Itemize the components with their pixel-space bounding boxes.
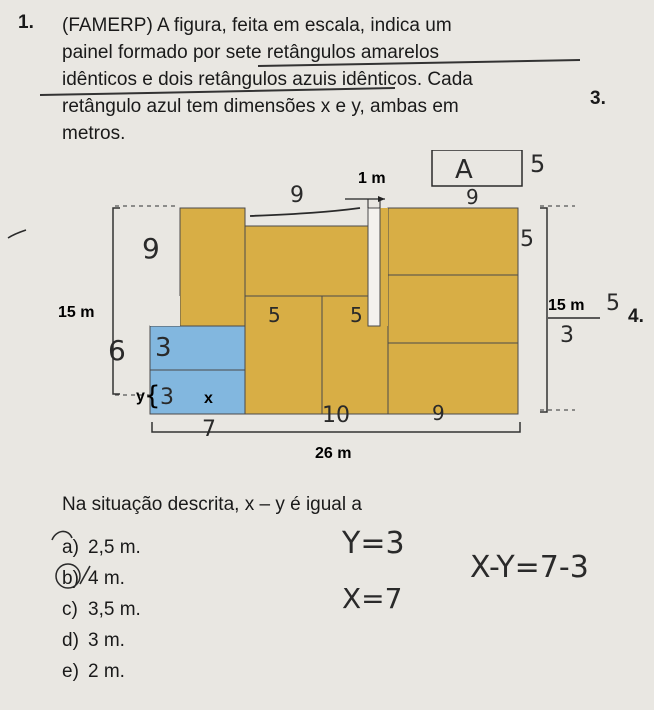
option-text: 2,5 m. — [88, 537, 141, 558]
hw-five-right: 5 — [520, 227, 534, 252]
hw-difference: X-Y=7-3 — [470, 550, 589, 585]
option-letter: d) — [62, 630, 79, 651]
option-e[interactable] — [62, 656, 141, 687]
handwritten-underlines — [0, 0, 654, 150]
brace-y: { — [144, 381, 161, 411]
option-letter: a) — [62, 537, 79, 558]
option-letter: e) — [62, 661, 79, 682]
label-x: x — [204, 390, 213, 407]
label-15m-right: 15 m — [548, 297, 585, 314]
label-15m-left: 15 m — [58, 304, 95, 321]
hw-seven: 7 — [202, 417, 216, 442]
label-26m: 26 m — [315, 445, 352, 462]
yellow-rect-1 — [180, 208, 245, 326]
yellow-rect-3 — [245, 296, 322, 414]
stem-line: metros. — [62, 123, 126, 144]
hw-a: A — [455, 155, 473, 185]
white-gap — [368, 208, 380, 326]
side-number-4: 4. — [628, 306, 644, 327]
hw-fraction-den: 3 — [560, 323, 574, 348]
option-d[interactable] — [62, 625, 141, 656]
question-number: 1. — [18, 12, 34, 33]
stem-line: (FAMERP) A figura, feita em escala, indica um — [62, 15, 452, 36]
stem-line: idênticos e dois retângulos azuis idênticos. Cada — [62, 69, 473, 90]
hw-nine-bottom: 9 — [432, 401, 445, 425]
hw-five-mid-a: 5 — [268, 303, 281, 327]
hw-x-equation: X=7 — [342, 582, 403, 615]
option-text: 3 m. — [88, 630, 125, 651]
yellow-rect-5 — [388, 208, 518, 275]
hw-three-blue2: 3 — [160, 385, 174, 410]
yellow-rect-6 — [388, 275, 518, 343]
hw-six: 6 — [108, 334, 126, 367]
question-prompt: Na situação descrita, x – y é igual a — [62, 494, 362, 515]
stem-line: retângulo azul tem dimensões x e y, ambas em — [62, 96, 459, 117]
yellow-rect-7 — [388, 343, 518, 414]
yellow-strip — [380, 208, 388, 326]
option-text: 3,5 m. — [88, 599, 141, 620]
side-number-3: 3. — [590, 88, 606, 109]
handwritten-box — [432, 150, 522, 186]
hw-fraction-num: 5 — [606, 291, 620, 316]
yellow-rect-2 — [245, 226, 368, 296]
hw-ten: 10 — [322, 403, 350, 428]
hw-line-top — [250, 208, 360, 216]
label-y: y — [136, 388, 145, 405]
hw-margin-stroke — [8, 230, 26, 238]
hw-five-top: 5 — [530, 150, 546, 178]
right-dimension-bracket — [540, 208, 547, 412]
option-text: 2 m. — [88, 661, 125, 682]
hw-nine-above: 9 — [290, 183, 304, 208]
hw-y-equation: Y=3 — [342, 526, 405, 561]
option-text: 4 m. — [88, 568, 125, 589]
stem-line: painel formado por sete retângulos amarelos — [62, 42, 440, 63]
hw-nine-top: 9 — [466, 185, 479, 209]
hw-three-blue: 3 — [155, 333, 172, 363]
handwritten-option-marks — [50, 526, 140, 596]
hw-nine-left: 9 — [142, 232, 160, 265]
option-letter: b) — [62, 568, 79, 589]
hw-five-mid-b: 5 — [350, 303, 363, 327]
option-letter: c) — [62, 599, 78, 620]
panel-figure — [0, 150, 654, 490]
option-c[interactable] — [62, 594, 141, 625]
label-1m: 1 m — [358, 170, 386, 187]
